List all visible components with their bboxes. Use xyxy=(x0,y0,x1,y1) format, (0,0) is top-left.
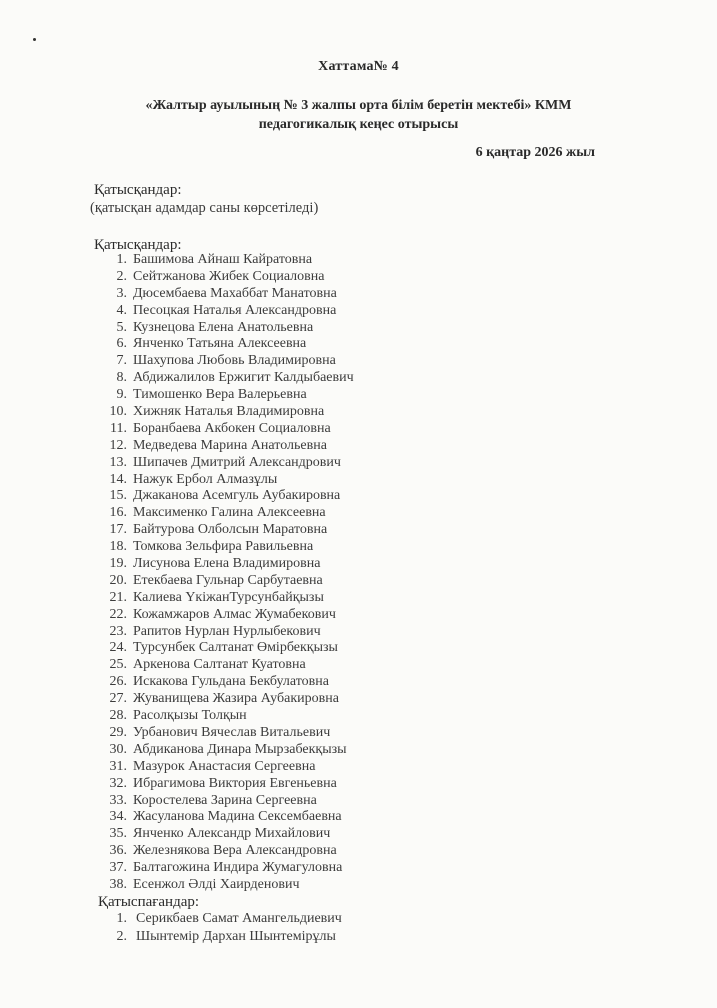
list-item-number: 23. xyxy=(109,623,127,639)
list-item-number: 25. xyxy=(109,657,127,673)
list-item-number: 22. xyxy=(109,606,127,622)
list-item-name: Турсунбек Салтанат Өмiрбекқызы xyxy=(133,640,338,656)
list-item xyxy=(70,826,470,843)
list-item xyxy=(70,438,470,455)
list-item-name: Дюсембаева Махаббат Манатовна xyxy=(133,285,337,301)
list-item-name: Серикбаев Самат Амангельдиевич xyxy=(136,911,342,926)
members-list xyxy=(70,252,470,894)
list-item xyxy=(70,387,470,404)
list-item xyxy=(70,809,470,826)
list-item xyxy=(70,252,470,269)
organization-heading xyxy=(0,96,717,134)
list-item-number: 28. xyxy=(109,708,127,724)
list-item-name: Янченко Александр Михайлович xyxy=(133,826,331,842)
list-item-name: Рапитов Нурлан Нурлыбекович xyxy=(133,623,321,639)
list-item-name: Калиева ҮкiжанТурсунбайқызы xyxy=(133,589,324,605)
scan-speck xyxy=(33,38,36,41)
list-item xyxy=(70,674,470,691)
list-item-number: 5. xyxy=(116,319,127,335)
list-item-number: 27. xyxy=(109,691,127,707)
list-item-number: 18. xyxy=(109,539,127,555)
list-item-name: Етекбаева Гульнар Сарбутаевна xyxy=(133,572,323,588)
list-item-number: 20. xyxy=(109,572,127,588)
list-item xyxy=(70,860,470,877)
list-item-name: Нажук Ербол Алмазұлы xyxy=(133,471,278,487)
list-item xyxy=(70,624,470,641)
list-item-name: Янченко Татьяна Алексеевна xyxy=(133,336,307,352)
list-item xyxy=(70,455,470,472)
list-item-name: Урбанович Вячеслав Витальевич xyxy=(133,724,331,740)
list-item-name: Железнякова Вера Александровна xyxy=(133,843,337,859)
list-item-name: Балтагожина Индира Жумагуловна xyxy=(133,860,343,876)
list-item-number: 17. xyxy=(109,522,127,538)
list-item xyxy=(70,539,470,556)
list-item-name: Жуванищева Жазира Аубакировна xyxy=(133,691,339,707)
list-item-name: Жасуланова Мадина Сексембаевна xyxy=(133,809,342,825)
list-item-number: 1. xyxy=(116,911,127,926)
list-item-name: Хижняк Наталья Владимировна xyxy=(133,404,325,420)
list-item xyxy=(70,404,470,421)
list-item-number: 9. xyxy=(116,387,127,403)
list-item-number: 32. xyxy=(109,775,127,791)
list-item-name: Джаканова Асемгуль Аубакировна xyxy=(133,488,341,504)
list-item xyxy=(70,472,470,489)
list-item-number: 33. xyxy=(109,792,127,808)
list-item-number: 29. xyxy=(109,724,127,740)
organization-line-1: «Жалтыр ауылының № 3 жалпы орта білім беретін мектебі» КММ xyxy=(145,98,572,113)
list-item-number: 30. xyxy=(109,741,127,757)
list-item xyxy=(70,640,470,657)
list-item-number: 21. xyxy=(109,589,127,605)
list-item-number: 19. xyxy=(109,556,127,572)
list-item xyxy=(70,522,470,539)
list-item-number: 11. xyxy=(110,420,127,436)
present-label: Қатысқандар: xyxy=(94,182,182,198)
list-item-name: Шынтемір Дархан Шынтемірұлы xyxy=(136,929,336,944)
list-item xyxy=(70,910,470,928)
list-item xyxy=(70,691,470,708)
list-item-name: Кузнецова Елена Анатольевна xyxy=(133,319,314,335)
list-item-number: 37. xyxy=(109,860,127,876)
list-item-name: Томкова Зельфира Равильевна xyxy=(133,539,314,555)
list-item-name: Песоцкая Наталья Александровна xyxy=(133,302,337,318)
present-note: (қатысқан адамдар саны көрсетіледі) xyxy=(90,200,319,216)
list-item xyxy=(70,877,470,894)
list-item-name: Шипачев Дмитрий Александрович xyxy=(133,454,341,470)
absent-list xyxy=(70,910,470,946)
list-item xyxy=(70,759,470,776)
list-item xyxy=(70,303,470,320)
list-item xyxy=(70,742,470,759)
list-item-number: 1. xyxy=(116,252,127,267)
list-item-name: Сейтжанова Жибек Социаловна xyxy=(133,268,325,284)
list-item-number: 34. xyxy=(109,809,127,825)
list-item xyxy=(70,370,470,387)
list-item-number: 16. xyxy=(109,505,127,521)
list-item-number: 14. xyxy=(109,471,127,487)
list-item-name: Коростелева Зарина Сергеевна xyxy=(133,792,317,808)
list-item-name: Башимова Айнаш Кайратовна xyxy=(133,252,313,267)
list-item xyxy=(70,657,470,674)
list-item-number: 26. xyxy=(109,674,127,690)
list-item xyxy=(70,505,470,522)
list-item xyxy=(70,320,470,337)
list-item xyxy=(70,590,470,607)
organization-line-2: педагогикалық кеңес отырысы xyxy=(258,117,459,132)
list-item-number: 35. xyxy=(109,826,127,842)
list-item xyxy=(70,336,470,353)
document-date: 6 қаңтар 2026 жыл xyxy=(475,145,595,160)
list-item xyxy=(70,573,470,590)
list-item xyxy=(70,421,470,438)
list-item xyxy=(70,353,470,370)
list-item xyxy=(70,776,470,793)
list-item xyxy=(70,286,470,303)
list-item-name: Байтурова Олболсын Маратовна xyxy=(133,522,328,538)
absent-label: Қатыспағандар: xyxy=(98,894,200,910)
document-title: Хаттама№ 4 xyxy=(318,59,399,74)
list-item-name: Искакова Гульдана Бекбулатовна xyxy=(133,674,329,690)
list-item-number: 36. xyxy=(109,843,127,859)
list-item-number: 24. xyxy=(109,640,127,656)
list-item-number: 10. xyxy=(109,404,127,420)
list-item-number: 2. xyxy=(116,268,127,284)
list-item-number: 6. xyxy=(116,336,127,352)
list-item-number: 3. xyxy=(116,285,127,301)
list-item-name: Шахупова Любовь Владимировна xyxy=(133,353,336,369)
list-item xyxy=(70,793,470,810)
list-item xyxy=(70,269,470,286)
list-item-number: 15. xyxy=(109,488,127,504)
list-item-number: 13. xyxy=(109,454,127,470)
list-item-name: Абдижалилов Ержигит Калдыбаевич xyxy=(133,370,354,386)
list-item-number: 2. xyxy=(116,929,127,944)
list-item xyxy=(70,607,470,624)
list-item-name: Тимошенко Вера Валерьевна xyxy=(133,387,307,403)
members-list-label: Қатысқандар: xyxy=(94,237,182,253)
list-item-number: 4. xyxy=(116,302,127,318)
list-item-number: 8. xyxy=(116,370,127,386)
list-item xyxy=(70,708,470,725)
list-item-name: Максименко Галина Алексеевна xyxy=(133,505,326,521)
list-item-number: 12. xyxy=(109,437,127,453)
list-item-number: 31. xyxy=(109,758,127,774)
list-item xyxy=(70,725,470,742)
list-item-name: Расолқызы Толқын xyxy=(133,708,247,724)
list-item-name: Абдиканова Динара Мырзабекқызы xyxy=(133,741,347,757)
list-item xyxy=(70,843,470,860)
list-item-name: Мазурок Анастасия Сергеевна xyxy=(133,758,316,774)
list-item-name: Медведева Марина Анатольевна xyxy=(133,437,327,453)
list-item-name: Лисунова Елена Владимировна xyxy=(133,556,321,572)
list-item-name: Есенжол Әлді Хаирденович xyxy=(133,876,300,892)
list-item-number: 7. xyxy=(116,353,127,369)
list-item-name: Ибрагимова Виктория Евгеньевна xyxy=(133,775,337,791)
list-item-name: Кожамжаров Алмас Жумабекович xyxy=(133,606,336,622)
list-item-number: 38. xyxy=(109,876,127,892)
list-item xyxy=(70,928,470,946)
list-item xyxy=(70,556,470,573)
list-item-name: Боранбаева Акбокен Социаловна xyxy=(133,420,331,436)
list-item-name: Аркенова Салтанат Куатовна xyxy=(133,657,306,673)
list-item xyxy=(70,488,470,505)
